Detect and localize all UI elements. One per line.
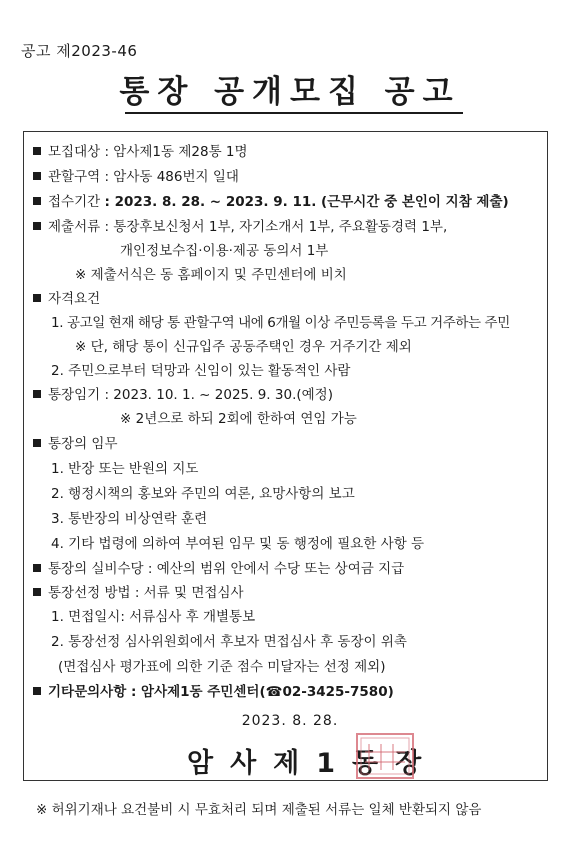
selection-note: (면접심사 평가표에 의한 기준 점수 미달자는 선정 제외) xyxy=(58,659,386,675)
bullet-square-icon xyxy=(33,147,41,155)
notice-number: 공고 제2023-46 xyxy=(21,42,138,60)
bullet-square-icon xyxy=(33,172,41,180)
bullet-square-icon xyxy=(33,222,41,230)
duty-2: 2. 행정시책의 홍보와 주민의 여론, 요망사항의 보고 xyxy=(51,486,355,502)
item-term-note: ※ 2년으로 하되 2회에 한하여 연임 가능 xyxy=(120,411,357,427)
qualification-1: 1. 공고일 현재 해당 통 관할구역 내에 6개월 이상 주민등록을 두고 거주하는 주민 xyxy=(51,315,510,331)
bullet-square-icon xyxy=(33,294,41,302)
item-target: 모집대상 : 암사제1동 제28통 1명 xyxy=(33,144,248,160)
duty-1: 1. 반장 또는 반원의 지도 xyxy=(51,461,199,477)
item-documents-note: ※ 제출서식은 동 홈페이지 및 주민센터에 비치 xyxy=(75,267,347,283)
issuer-name: 암사제1동장 xyxy=(187,748,439,779)
item-allowance: 통장의 실비수당 : 예산의 범위 안에서 수당 또는 상여금 지급 xyxy=(33,561,404,577)
bullet-square-icon xyxy=(33,439,41,447)
item-documents-cont: 개인정보수집·이용·제공 동의서 1부 xyxy=(120,243,329,259)
bullet-square-icon xyxy=(33,564,41,572)
duty-3: 3. 통반장의 비상연락 훈련 xyxy=(51,511,208,527)
item-area: 관할구역 : 암사동 486번지 일대 xyxy=(33,169,239,185)
item-period: 접수기간 : 2023. 8. 28. ~ 2023. 9. 11. (근무시간 중 본인이 지참 제출) xyxy=(33,194,509,210)
bullet-square-icon xyxy=(33,390,41,398)
item-qualification: 자격요건 xyxy=(33,291,100,307)
item-selection: 통장선정 방법 : 서류 및 면접심사 xyxy=(33,585,244,601)
item-inquiry: 기타문의사항 : 암사제1동 주민센터(☎02-3425-7580) xyxy=(33,684,394,700)
bullet-square-icon xyxy=(33,588,41,596)
bullet-square-icon xyxy=(33,687,41,695)
footer-note: ※ 허위기재나 요건불비 시 무효처리 되며 제출된 서류는 일체 반환되지 않음 xyxy=(36,802,482,818)
bullet-square-icon xyxy=(33,197,41,205)
notice-date: 2023. 8. 28. xyxy=(241,713,339,729)
duty-4: 4. 기타 법령에 의하여 부여된 임무 및 동 행정에 필요한 사항 등 xyxy=(51,536,425,552)
title-underline xyxy=(125,112,463,114)
qualification-1-note: ※ 단, 해당 통이 신규입주 공동주택인 경우 거주기간 제외 xyxy=(75,339,412,355)
official-seal-icon xyxy=(355,732,417,780)
selection-2: 2. 통장선정 심사위원회에서 후보자 면접심사 후 동장이 위촉 xyxy=(51,634,407,650)
item-documents: 제출서류 : 통장후보신청서 1부, 자기소개서 1부, 주요활동경력 1부, xyxy=(33,219,447,235)
page-title: 통장 공개모집 공고 xyxy=(119,74,461,110)
qualification-2: 2. 주민으로부터 덕망과 신임이 있는 활동적인 사람 xyxy=(51,363,351,379)
selection-1: 1. 면접일시: 서류심사 후 개별통보 xyxy=(51,609,256,625)
item-term: 통장임기 : 2023. 10. 1. ~ 2025. 9. 30.(예정) xyxy=(33,387,333,403)
item-duties: 통장의 임무 xyxy=(33,436,118,452)
